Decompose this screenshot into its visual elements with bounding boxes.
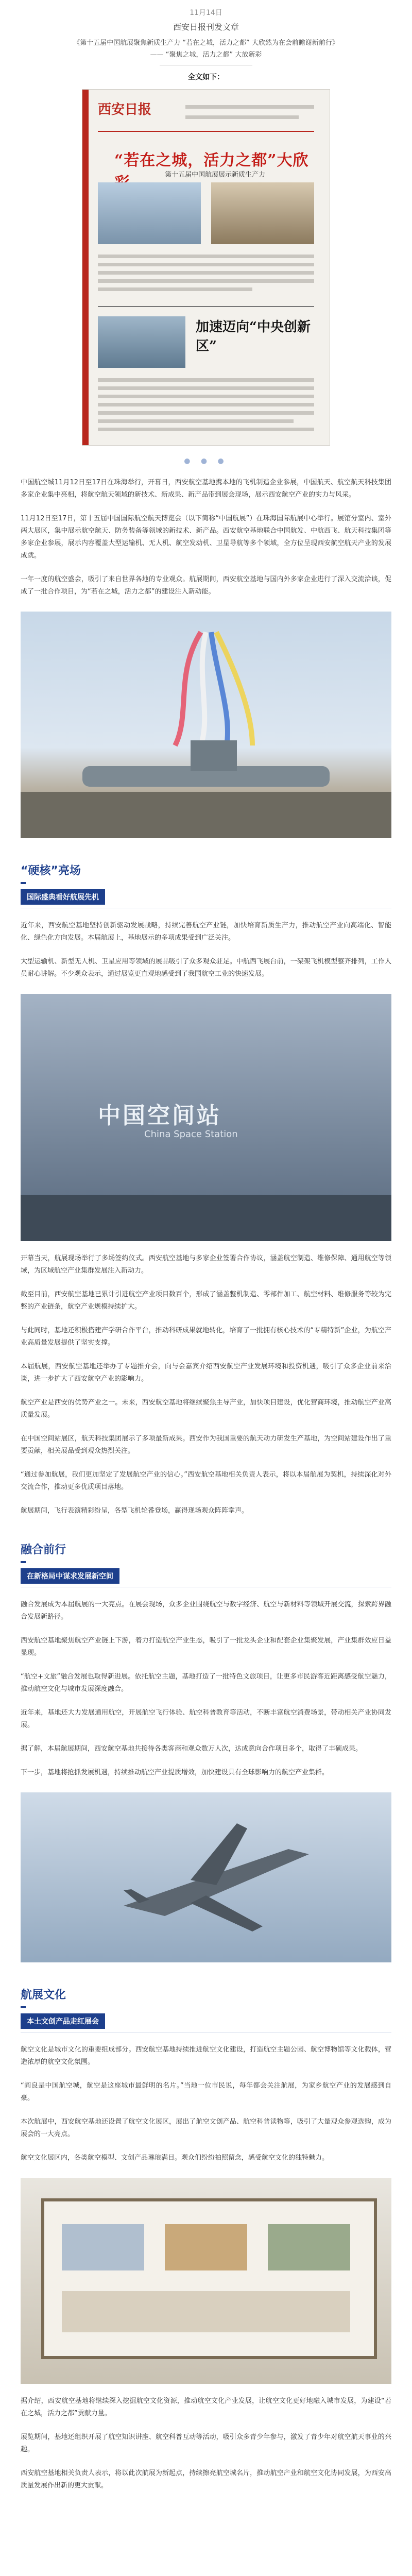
newspaper-text-line [98,411,314,415]
paragraph: 西安航空基地聚焦航空产业链上下游，着力打造航空产业生态，吸引了一批龙头企业和配套企业集聚发展，产业集群效应日益显现。 [21,1637,391,1657]
paragraph: 一年一度的航空盛会，吸引了来自世界各地的专业观众。航展期间，西安航空基地与国内外多家企业进行了深入交流洽谈，促成了一批合作项目，为“若在之城，活力之都”的建设注入新动能。 [21,575,391,596]
display-item [165,2224,247,2270]
newspaper-photo [211,182,314,244]
publish-date: 11月14日 [190,9,222,17]
newspaper-text-line [98,403,314,406]
section-divider-dots: ● ● ● [184,457,228,465]
paragraph: “通过参加航展，我们更加坚定了发展航空产业的信心。”西安航空基地相关负责人表示，将以本届航展为契机，持续深化对外交流合作，推动更多优质项目落地。 [21,1471,391,1491]
newspaper-text-line [98,395,314,398]
newspaper-text-line [98,263,314,266]
display-item [268,2224,350,2270]
paragraph: 本届航展，西安航空基地还举办了专题推介会，向与会嘉宾介绍西安航空产业发展环境和投资机遇，吸引了众多企业前来洽谈，进一步扩大了西安航空产业的影响力。 [21,1363,391,1383]
section-title: 航展文化 [21,1989,66,2002]
section-title-bar [21,2006,26,2008]
newspaper-text-line [98,287,252,291]
pavilion-floor [21,1195,391,1241]
space-station-sign-en: China Space Station [144,1129,238,1140]
newspaper-text-line [98,271,314,275]
newspaper-headline-2: 加速迈向“中央创新区” [196,319,311,354]
paragraph: 航空产业是西安的优势产业之一。未来，西安航空基地将继续聚焦主导产业，加快项目建设，优化营商环境，推动航空产业高质量发展。 [21,1399,391,1419]
section-title-bar [21,882,26,884]
jet-illustration [21,1792,391,1962]
paragraph: 西安航空基地相关负责人表示，将以此次航展为新起点，持续擦亮航空城名片，推动航空产业和航空文化协同发展，为西安高质量发展作出新的更大贡献。 [21,2469,391,2489]
paragraph: 近年来，基地还大力发展通用航空，开展航空飞行体验、航空科普教育等活动，不断丰富航空消费场景，带动相关产业协同发展。 [21,1709,391,1729]
paragraph: 展览期间，基地还组织开展了航空知识讲座、航空科普互动等活动，吸引众多青少年参与，激发了青少年对航空航天事业的兴趣。 [21,2433,391,2453]
paragraph: 融合发展成为本届航展的一大亮点。在展会现场，众多企业围绕航空与数字经济、航空与新材料等领域开展交流，探索跨界融合发展新路径。 [21,1601,391,1621]
newspaper-text-line [98,428,314,431]
lead-text: 《第十五届中国航展聚焦新质生产力 “若在之城，活力之都” 大欣然为在会前瞻谢新前行》 [73,39,339,47]
section-tag: 在新格局中谋求发展新空间 [21,1568,119,1584]
paragraph: 据介绍，西安航空基地将继续深入挖掘航空文化资源，推动航空文化产业发展，让航空文化更好地融入城市发展，为建设“若在之城，活力之都”贡献力量。 [21,2397,391,2417]
section-tag: 本土文创产品走红展会 [21,2013,105,2029]
paragraph: 中国航空城11月12日至17日在珠海举行，开幕日，西安航空基地携本地的飞机制造企业参展，中国航天、航空航天科技集团多家企业集中亮相，将航空航天领域的新技术、新成果、新产品带到展会现场，展示西安航空产业的实力与风采。 [21,479,391,499]
paragraph: “阎良是中国航空城，航空是这座城市最鲜明的名片。”当地一位市民说，每年都会关注航展，为家乡航空产业的发展感到自豪。 [21,2082,391,2102]
lead-subtitle: —— “聚焦之城，活力之都” 大放新彩 [150,51,262,59]
display-item [62,2291,350,2332]
newspaper-text-line [98,419,294,423]
paragraph: “航空+文旅”融合发展也取得新进展。依托航空主题，基地打造了一批特色文旅项目，让更多市民游客近距离感受航空魅力，推动航空文化与城市发展深度融合。 [21,1673,391,1693]
newspaper-photo [98,316,185,368]
paragraph: 航空文化展区内，各类航空模型、文创产品琳琅满目。观众们纷纷拍照留念，感受航空文化的独特魅力。 [21,2154,329,2162]
newspaper-text-line [185,105,314,109]
newspaper-page-image [82,89,330,446]
display-shelf [41,2198,377,2359]
newspaper-text-line [98,255,314,258]
newspaper-rule [98,306,314,307]
section-title: “硬核”亮场 [21,865,81,877]
paragraph: 开幕当天，航展现场举行了多场签约仪式。西安航空基地与多家企业签署合作协议，涵盖航空制造、维修保障、通用航空等领域，为区域航空产业集群发展注入新动力。 [21,1255,391,1275]
newspaper-rule [98,131,314,132]
newspaper-red-bar [82,90,89,445]
display-item [62,2224,144,2270]
newspaper-big-title: “若在之城，活力之都”大欣 [114,151,309,170]
newspaper-text-line [98,378,314,382]
smoke-trails-illustration [21,612,391,838]
paragraph: 大型运输机、新型无人机、卫星应用等领域的展品吸引了众多观众驻足。中航西飞展台前，一架架飞机模型整齐排列，工作人员耐心讲解。不少观众表示，通过展览更直观地感受到了我国航空工业的快速发展。 [21,958,391,978]
section-title-bar [21,1561,26,1563]
newspaper-photo [98,182,201,244]
newspaper-text-line [98,386,314,390]
paragraph: 与此同时，基地还积极搭建产学研合作平台，推动科研成果就地转化，培育了一批拥有核心技术的“专精特新”企业，为航空产业高质量发展提供了坚实支撑。 [21,1327,391,1347]
paragraph: 航展期间，飞行表演精彩纷呈，各型飞机轮番登场，赢得现场观众阵阵掌声。 [21,1507,249,1515]
paragraph: 11月12日至17日，第十五届中国国际航空航天博览会（以下简称“中国航展”）在珠海国际航展中心举行。展馆分室内、室外两大展区，集中展示航空航天、防务装备等领域的新技术、新产品。西安航空基地联合中国航发、中航西飞、航天科技集团等多家企业参展，展示内容覆盖大型运输机、无人机、航空发动机、卫星导航等多个领域，全方位呈现西安航空航天产业的发展成就。 [21,515,391,560]
newspaper-text-line [185,115,299,119]
space-station-photo [21,994,391,1241]
newspaper-text-line [98,279,314,283]
paragraph: 近年来，西安航空基地坚持创新驱动发展战略，持续完善航空产业链，加快培育新质生产力，推动航空产业向高端化、智能化、绿色化方向发展。本届航展上，基地展示的多项成果受到广泛关注。 [21,922,391,942]
fighter-jet-photo [21,1792,391,1962]
paragraph: 本次航展中，西安航空基地还设置了航空文化展区，展出了航空文创产品、航空科普读物等，吸引了大量观众参观选购，成为展会的一大亮点。 [21,2118,391,2138]
paragraph: 航空文化是城市文化的重要组成部分。西安航空基地持续推进航空文化建设，打造航空主题公园、航空博物馆等文化载体，营造浓厚的航空文化氛围。 [21,2046,391,2066]
section-tag: 国际盛典看好航展先机 [21,889,105,905]
newspaper-sub-title: 第十五届中国航展展示新质生产力 [165,171,266,179]
airshow-photo [21,612,391,838]
source-title: 西安日报刊发文章 [173,22,239,32]
paragraph: 据了解，本届航展期间，西安航空基地共接待各类客商和观众数万人次，达成意向合作项目多个，取得了丰硕成果。 [21,1745,363,1753]
cultural-products-photo [21,2178,391,2384]
paragraph: 在中国空间站展区，航天科技集团展示了多项最新成果。西安作为我国重要的航天动力研发生产基地，为空间站建设作出了重要贡献，相关展品受到观众热烈关注。 [21,1435,391,1455]
paragraph: 截至目前，西安航空基地已累计引进航空产业项目数百个，形成了涵盖整机制造、零部件加工、航空材料、维修服务等较为完整的产业链条，航空产业规模持续扩大。 [21,1291,391,1311]
space-station-sign: 中国空间站 [98,1103,221,1129]
paragraph: 下一步，基地将抢抓发展机遇，持续推动航空产业提质增效，加快建设具有全球影响力的航空产业集群。 [21,1769,329,1776]
newspaper-masthead: 西安日报 [98,102,152,117]
full-text-label: 全文如下： [188,73,224,81]
section-title: 融合前行 [21,1544,66,1556]
